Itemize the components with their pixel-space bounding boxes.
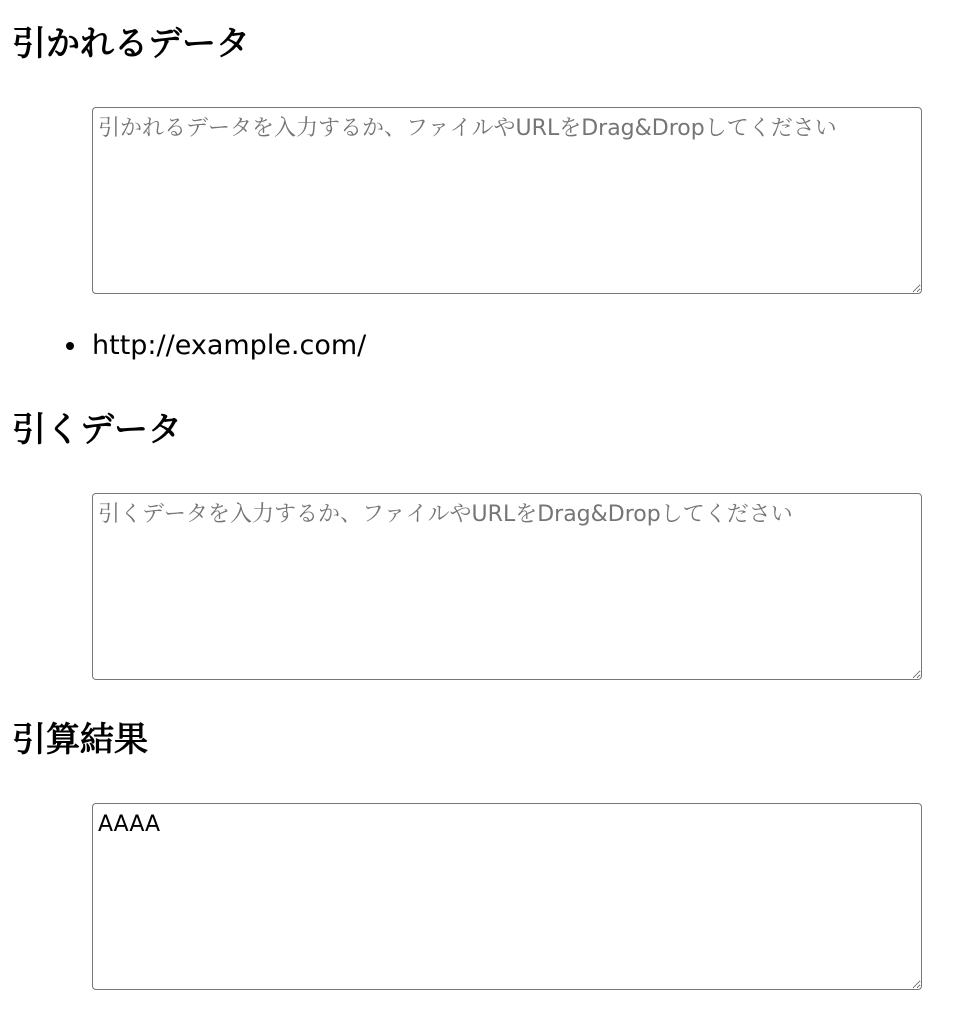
result-heading: 引算結果 — [12, 720, 148, 760]
minuend-heading: 引かれるデータ — [12, 24, 250, 64]
url-list — [66, 326, 366, 366]
list-item[interactable] — [66, 326, 366, 366]
bullet-icon — [66, 342, 74, 350]
subtrahend-textarea[interactable] — [92, 493, 922, 680]
minuend-textarea[interactable] — [92, 107, 922, 294]
url-text: http://example.com/ — [92, 330, 367, 361]
subtrahend-heading: 引くデータ — [12, 410, 182, 450]
result-textarea[interactable] — [92, 803, 922, 990]
